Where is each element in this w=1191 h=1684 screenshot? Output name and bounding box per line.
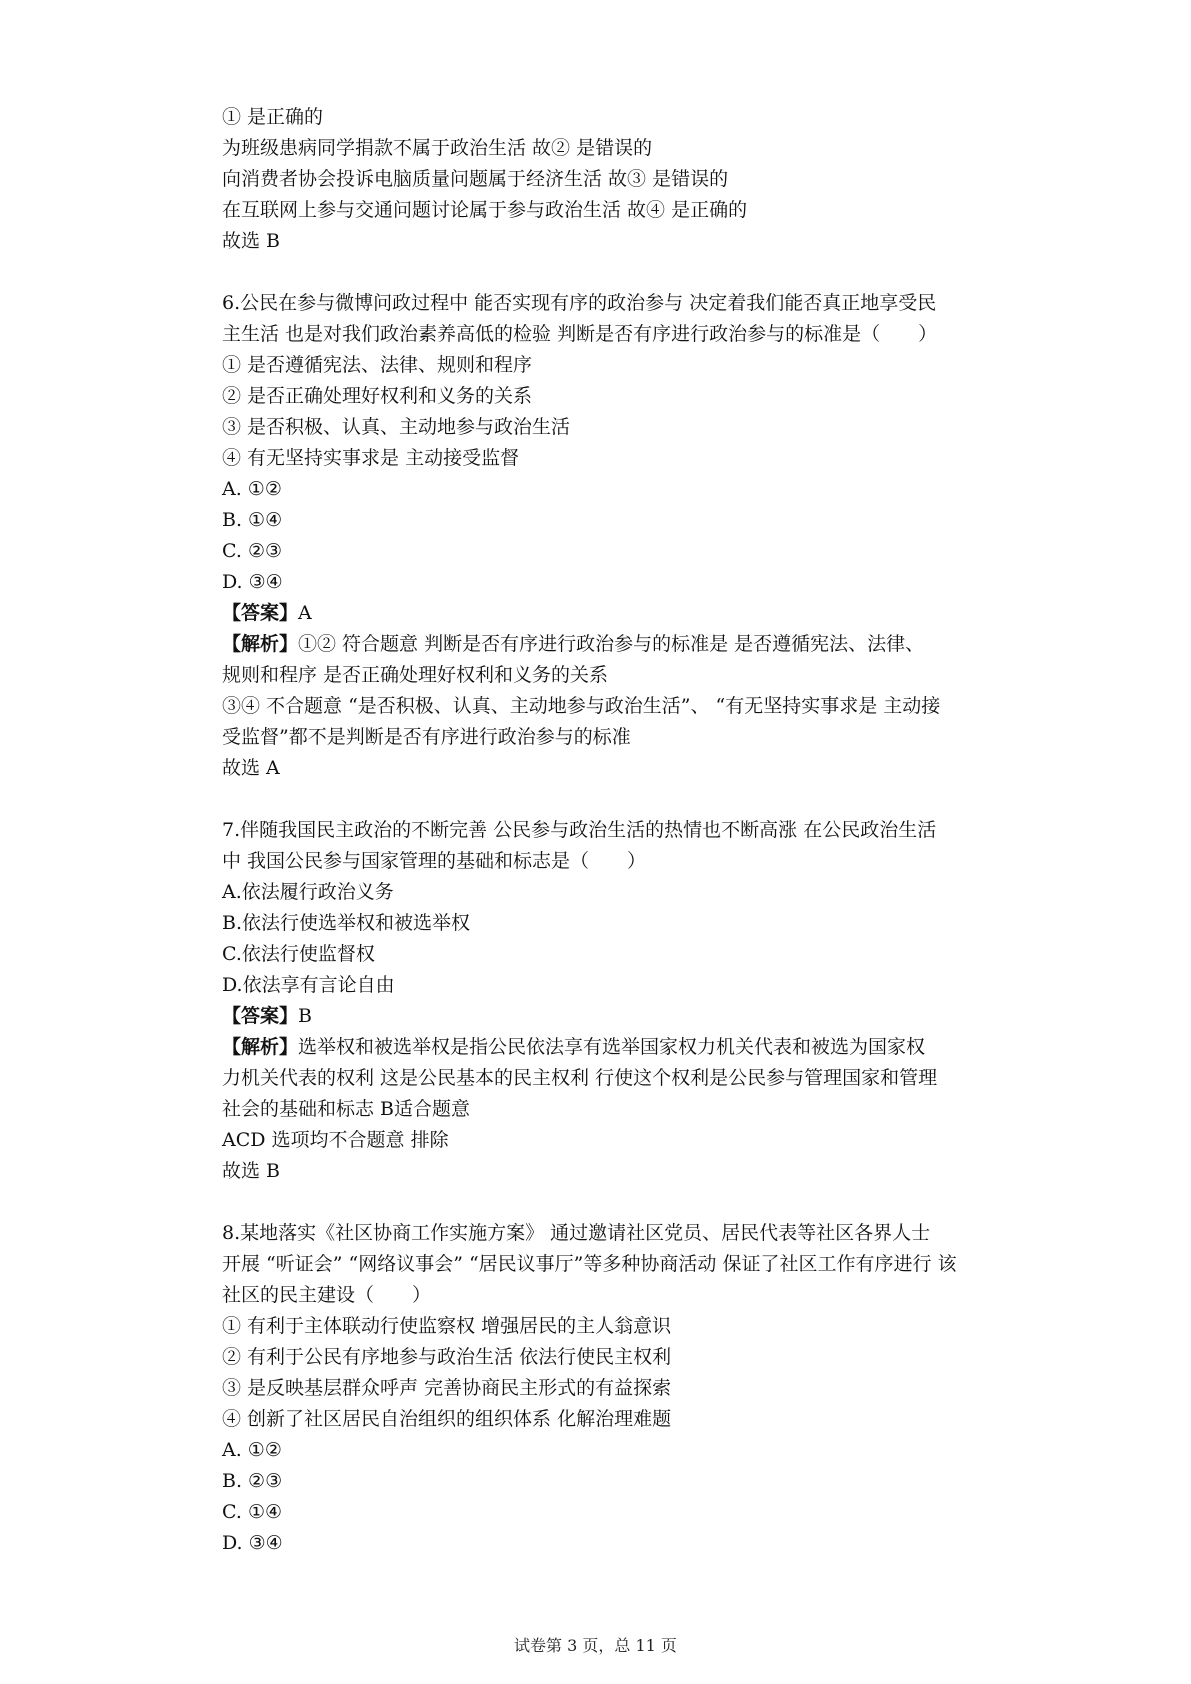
option-b: B. ①④ [222, 509, 283, 531]
analysis-label: 【解析】 [222, 1036, 299, 1058]
analysis-line: 受监督”都不是判断是否有序进行政治参与的标准 [222, 726, 631, 748]
analysis-text: 选举权和被选举权是指公民依法享有选举国家权力机关代表和被选为国家权 [298, 1036, 926, 1058]
statement: ② 有利于公民有序地参与政治生活 依法行使民主权利 [222, 1346, 672, 1368]
option-c: C. ①④ [222, 1501, 283, 1523]
page-content [222, 102, 1022, 1559]
statement: ④ 有无坚持实事求是 主动接受监督 [222, 447, 520, 469]
question-stem: 主生活 也是对我们政治素养高低的检验 判断是否有序进行政治参与的标准是（ ） [222, 323, 938, 345]
analysis-line: 规则和程序 是否正确处理好权利和义务的关系 [222, 664, 609, 686]
analysis-line: 力机关代表的权利 这是公民基本的民主权利 行使这个权利是公民参与管理国家和管理 [222, 1067, 938, 1089]
option-d: D. ③④ [222, 1532, 283, 1554]
option-d: D. ③④ [222, 571, 283, 593]
option-a: A.依法履行政治义务 [222, 881, 394, 903]
statement: ④ 创新了社区居民自治组织的组织体系 化解治理难题 [222, 1408, 672, 1430]
option-a: A. ①② [222, 1439, 282, 1461]
spacer [222, 784, 1022, 815]
analysis-text: ①② 符合题意 判断是否有序进行政治参与的标准是 是否遵循宪法、法律、 [298, 633, 925, 655]
option-a: A. ①② [222, 478, 282, 500]
analysis-line: 社会的基础和标志 B适合题意 [222, 1098, 471, 1120]
statement: ③ 是否积极、认真、主动地参与政治生活 [222, 416, 571, 438]
question-7 [222, 815, 1022, 1187]
analysis-line: 向消费者协会投诉电脑质量问题属于经济生活 故③ 是错误的 [222, 168, 729, 190]
analysis-line: 故选 A [222, 757, 280, 779]
option-b: B.依法行使选举权和被选举权 [222, 912, 471, 934]
analysis-line: 为班级患病同学捐款不属于政治生活 故② 是错误的 [222, 137, 653, 159]
answer-value: A [298, 602, 312, 624]
analysis-line: ACD 选项均不合题意 排除 [222, 1129, 449, 1151]
page-footer: 试卷第 3 页，总 11 页 [514, 1636, 677, 1655]
option-b: B. ②③ [222, 1470, 283, 1492]
question-8 [222, 1218, 1022, 1559]
statement: ③ 是反映基层群众呼声 完善协商民主形式的有益探索 [222, 1377, 672, 1399]
question-stem: 中 我国公民参与国家管理的基础和标志是（ ） [222, 850, 647, 872]
analysis-line: ① 是正确的 [222, 106, 324, 128]
option-c: C. ②③ [222, 540, 283, 562]
prev-analysis [222, 102, 1022, 257]
analysis-line: 在互联网上参与交通问题讨论属于参与政治生活 故④ 是正确的 [222, 199, 748, 221]
spacer [222, 1187, 1022, 1218]
spacer [222, 257, 1022, 288]
option-d: D.依法享有言论自由 [222, 974, 395, 996]
question-stem: 8.某地落实《社区协商工作实施方案》 通过邀请社区党员、居民代表等社区各界人士 [222, 1222, 931, 1244]
statement: ① 是否遵循宪法、法律、规则和程序 [222, 354, 533, 376]
answer-value: B [298, 1005, 312, 1027]
question-6 [222, 288, 1022, 784]
option-c: C.依法行使监督权 [222, 943, 375, 965]
analysis-line [222, 1032, 1022, 1063]
answer-label: 【答案】 [222, 602, 299, 624]
answer-label: 【答案】 [222, 1005, 299, 1027]
statement: ② 是否正确处理好权利和义务的关系 [222, 385, 533, 407]
analysis-label: 【解析】 [222, 633, 299, 655]
question-stem: 开展 “听证会” “网络议事会” “居民议事厅”等多种协商活动 保证了社区工作有序进行 该 [222, 1253, 957, 1275]
answer-line [222, 1001, 1022, 1032]
analysis-line: 故选 B [222, 1160, 281, 1182]
analysis-line [222, 629, 1022, 660]
answer-line [222, 598, 1022, 629]
analysis-line: 故选 B [222, 230, 281, 252]
question-stem: 7.伴随我国民主政治的不断完善 公民参与政治生活的热情也不断高涨 在公民政治生活 [222, 819, 937, 841]
statement: ① 有利于主体联动行使监察权 增强居民的主人翁意识 [222, 1315, 672, 1337]
question-stem: 6.公民在参与微博问政过程中 能否实现有序的政治参与 决定着我们能否真正地享受民 [222, 292, 937, 314]
question-stem: 社区的民主建设（ ） [222, 1284, 432, 1306]
analysis-line: ③④ 不合题意 “是否积极、认真、主动地参与政治生活”、 “有无坚持实事求是 主动接 [222, 695, 941, 717]
